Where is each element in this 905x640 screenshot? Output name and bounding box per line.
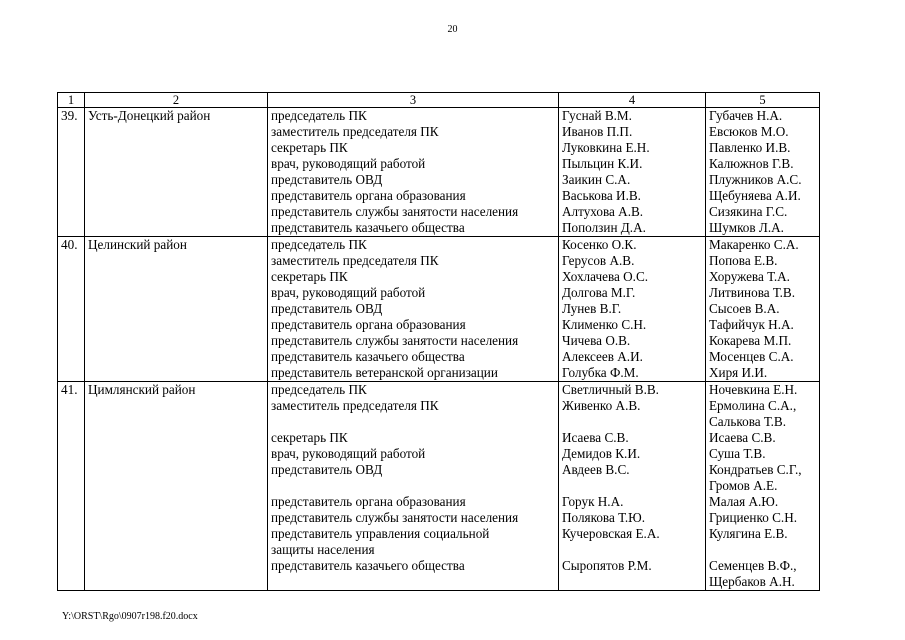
member-name: Поползин Д.А. [562, 220, 646, 235]
table-row [58, 108, 820, 237]
member-name: Авдеев В.С. [562, 462, 630, 477]
district-name: Цимлянский район [85, 382, 268, 591]
role-line: представитель службы занятости населения [271, 204, 519, 219]
column-header-2: 2 [85, 93, 268, 108]
member-name: Косенко О.К. [562, 237, 637, 252]
reserve-name: Исаева С.В. [709, 430, 776, 445]
member-name: Васькова И.В. [562, 188, 641, 203]
reserve-name: Ночевкина Е.Н. [709, 382, 798, 397]
reserve-name: Кулягина Е.В. [709, 526, 788, 541]
reserve-cell [706, 382, 820, 591]
reserve-cell [706, 237, 820, 382]
member-name: Голубка Ф.М. [562, 365, 639, 380]
reserve-name: Сизякина Г.С. [709, 204, 788, 219]
member-name: Заикин С.А. [562, 172, 631, 187]
header-row [58, 93, 820, 108]
member-name: Кучеровская Е.А. [562, 526, 660, 541]
role-cell [268, 237, 559, 382]
member-cell [559, 382, 706, 591]
member-name: Чичева О.В. [562, 333, 631, 348]
commission-table [57, 92, 820, 591]
member-name [562, 542, 702, 558]
member-name [562, 414, 702, 430]
reserve-name: Ермолина С.А., [709, 398, 797, 413]
role-line: представитель ОВД [271, 172, 383, 187]
role-line: секретарь ПК [271, 430, 348, 445]
reserve-name: Семенцев В.Ф., [709, 558, 797, 573]
member-name: Светличный В.В. [562, 382, 659, 397]
member-name: Сыропятов Р.М. [562, 558, 652, 573]
table-row [58, 237, 820, 382]
reserve-name: Сысоев В.А. [709, 301, 780, 316]
role-line: представитель ОВД [271, 301, 383, 316]
member-name: Луковкина Е.Н. [562, 140, 650, 155]
role-line [271, 478, 555, 494]
reserve-name: Щебуняева А.И. [709, 188, 801, 203]
role-line: представитель казачьего общества [271, 349, 465, 364]
reserve-name: Литвинова Т.В. [709, 285, 796, 300]
member-name: Клименко С.Н. [562, 317, 647, 332]
table-body [58, 108, 820, 591]
role-line: представитель службы занятости населения [271, 510, 519, 525]
role-line: защиты населения [271, 542, 375, 557]
member-name: Долгова М.Г. [562, 285, 636, 300]
role-line [271, 574, 555, 590]
reserve-name: Мосенцев С.А. [709, 349, 794, 364]
role-line: представитель органа образования [271, 188, 466, 203]
reserve-name: Плужников А.С. [709, 172, 802, 187]
district-name: Целинский район [85, 237, 268, 382]
member-name [562, 478, 702, 494]
role-line: председатель ПК [271, 237, 367, 252]
member-name: Хохлачева О.С. [562, 269, 649, 284]
member-name: Демидов К.И. [562, 446, 641, 461]
role-line [271, 414, 555, 430]
member-name: Пыльцин К.И. [562, 156, 643, 171]
member-name [562, 574, 702, 590]
member-name: Гуснай В.М. [562, 108, 632, 123]
reserve-name: Громов А.Е. [709, 478, 778, 493]
reserve-name: Малая А.Ю. [709, 494, 779, 509]
reserve-name: Макаренко С.А. [709, 237, 799, 252]
district-name: Усть-Донецкий район [85, 108, 268, 237]
role-line: врач, руководящий работой [271, 156, 426, 171]
reserve-name: Попова Е.В. [709, 253, 778, 268]
table-row [58, 382, 820, 591]
member-name: Горук Н.А. [562, 494, 624, 509]
member-name: Живенко А.В. [562, 398, 641, 413]
member-name: Герусов А.В. [562, 253, 635, 268]
role-line: представитель службы занятости населения [271, 333, 519, 348]
column-header-4: 4 [559, 93, 706, 108]
table-header [58, 93, 820, 108]
member-name: Алексеев А.И. [562, 349, 643, 364]
column-header-5: 5 [706, 93, 820, 108]
reserve-name: Салькова Т.В. [709, 414, 787, 429]
role-line: представитель казачьего общества [271, 558, 465, 573]
role-line: председатель ПК [271, 108, 367, 123]
column-header-3: 3 [268, 93, 559, 108]
member-name: Алтухова А.В. [562, 204, 644, 219]
role-line: представитель органа образования [271, 494, 466, 509]
footer-file-path: Y:\ORST\Rgo\0907r198.f20.docx [62, 611, 198, 622]
role-line: врач, руководящий работой [271, 285, 426, 300]
reserve-name: Кондратьев С.Г., [709, 462, 802, 477]
row-number: 40. [58, 237, 85, 382]
role-line: заместитель председателя ПК [271, 124, 439, 139]
member-name: Исаева С.В. [562, 430, 629, 445]
member-name: Лунев В.Г. [562, 301, 622, 316]
member-cell [559, 237, 706, 382]
role-line: представитель управления социальной [271, 526, 490, 541]
member-name: Полякова Т.Ю. [562, 510, 646, 525]
role-line: заместитель председателя ПК [271, 398, 439, 413]
reserve-name: Шумков Л.А. [709, 220, 784, 235]
role-line: представитель органа образования [271, 317, 466, 332]
role-line: председатель ПК [271, 382, 367, 397]
role-line: представитель ветеранской организации [271, 365, 498, 380]
row-number: 39. [58, 108, 85, 237]
row-number: 41. [58, 382, 85, 591]
role-line: заместитель председателя ПК [271, 253, 439, 268]
reserve-name: Губачев Н.А. [709, 108, 783, 123]
reserve-name [709, 542, 816, 558]
member-cell [559, 108, 706, 237]
role-line: представитель казачьего общества [271, 220, 465, 235]
role-line: представитель ОВД [271, 462, 383, 477]
role-cell [268, 382, 559, 591]
reserve-name: Суша Т.В. [709, 446, 766, 461]
reserve-name: Калюжнов Г.В. [709, 156, 794, 171]
reserve-name: Кокарева М.П. [709, 333, 792, 348]
role-line: секретарь ПК [271, 140, 348, 155]
reserve-name: Хиря И.И. [709, 365, 768, 380]
reserve-name: Тафийчук Н.А. [709, 317, 794, 332]
role-cell [268, 108, 559, 237]
page-number: 20 [447, 24, 458, 35]
reserve-name: Щербаков А.Н. [709, 574, 795, 589]
role-line: врач, руководящий работой [271, 446, 426, 461]
reserve-name: Евсюков М.О. [709, 124, 789, 139]
reserve-cell [706, 108, 820, 237]
reserve-name: Павленко И.В. [709, 140, 791, 155]
reserve-name: Грициенко С.Н. [709, 510, 798, 525]
role-line: секретарь ПК [271, 269, 348, 284]
column-header-1: 1 [58, 93, 85, 108]
member-name: Иванов П.П. [562, 124, 633, 139]
reserve-name: Хоружева Т.А. [709, 269, 790, 284]
